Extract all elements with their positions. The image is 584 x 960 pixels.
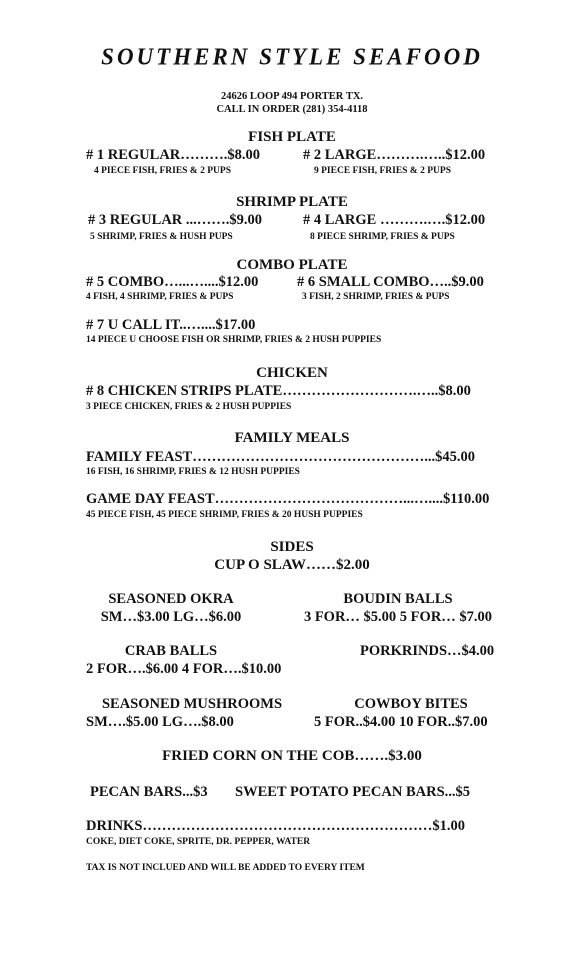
item-4: # 4 LARGE ……….….$12.00 [303,212,486,228]
item-6-desc: 3 FISH, 2 SHRIMP, FRIES & PUPS [302,292,450,302]
shrimp-plate-heading: SHRIMP PLATE [236,194,348,210]
sides-heading: SIDES [270,539,314,555]
family-feast: FAMILY FEAST…………………………………………...$45.00 [86,449,475,465]
boudin-balls-name: BOUDIN BALLS [343,591,453,607]
seasoned-okra-name: SEASONED OKRA [108,591,234,607]
item-2: # 2 LARGE……….…..$12.00 [303,147,486,163]
cowboy-bites-price: 5 FOR..$4.00 10 FOR..$7.00 [314,714,488,730]
game-day-feast: GAME DAY FEAST…………………………………...…....$110.00 [86,491,490,507]
cowboy-bites-name: COWBOY BITES [354,696,468,712]
drinks: DRINKS……………………………………………………$1.00 [86,818,466,834]
item-7-desc: 14 PIECE U CHOOSE FISH OR SHRIMP, FRIES & 2 HUSH PUPPIES [86,335,382,345]
address: 24626 LOOP 494 PORTER TX. [220,91,364,102]
fish-plate-heading: FISH PLATE [248,129,336,145]
chicken-heading: CHICKEN [256,365,328,381]
item-7: # 7 U CALL IT..…....$17.00 [86,317,256,333]
item-1-desc: 4 PIECE FISH, FRIES & 2 PUPS [94,166,231,176]
item-4-desc: 8 PIECE SHRIMP, FRIES & PUPS [310,232,455,242]
drinks-desc: COKE, DIET COKE, SPRITE, DR. PEPPER, WATER [86,837,311,847]
item-5-desc: 4 FISH, 4 SHRIMP, FRIES & PUPS [86,292,234,302]
crab-balls-name: CRAB BALLS [124,643,218,659]
fried-corn: FRIED CORN ON THE COB…….$3.00 [162,748,422,764]
sweet-potato-pecan-bars: SWEET POTATO PECAN BARS...$5 [235,784,471,800]
crab-balls-price: 2 FOR….$6.00 4 FOR….$10.00 [86,661,282,677]
game-day-feast-desc: 45 PIECE FISH, 45 PIECE SHRIMP, FRIES & 20 HUSH PUPPIES [86,510,363,520]
phone: CALL IN ORDER (281) 354-4118 [216,104,368,115]
family-meals-heading: FAMILY MEALS [234,430,350,446]
tax-note: TAX IS NOT INCLUED AND WILL BE ADDED TO EVERY ITEM [86,863,365,873]
item-8: # 8 CHICKEN STRIPS PLATE……………………….…..$8.00 [86,383,471,399]
boudin-balls-price: 3 FOR… $5.00 5 FOR… $7.00 [303,609,493,625]
item-6: # 6 SMALL COMBO…..$9.00 [297,274,484,290]
seasoned-okra-price: SM…$3.00 LG…$6.00 [100,609,242,625]
item-8-desc: 3 PIECE CHICKEN, FRIES & 2 HUSH PUPPIES [86,402,292,412]
pecan-bars: PECAN BARS...$3 [90,784,208,800]
cup-o-slaw: CUP O SLAW……$2.00 [214,557,370,573]
item-3: # 3 REGULAR ...…….$9.00 [88,212,263,228]
porkrinds: PORKRINDS…$4.00 [360,643,495,659]
seasoned-mushrooms-name: SEASONED MUSHROOMS [101,696,283,712]
item-2-desc: 9 PIECE FISH, FRIES & 2 PUPS [314,166,451,176]
item-5: # 5 COMBO…...…....$12.00 [86,274,259,290]
item-3-desc: 5 SHRIMP, FRIES & HUSH PUPS [90,232,233,242]
family-feast-desc: 16 FISH, 16 SHRIMP, FRIES & 12 HUSH PUPPIES [86,467,300,477]
restaurant-title: SOUTHERN STYLE SEAFOOD [101,43,483,70]
seasoned-mushrooms-price: SM….$5.00 LG….$8.00 [86,714,234,730]
combo-plate-heading: COMBO PLATE [236,257,348,273]
item-1: # 1 REGULAR……….$8.00 [86,147,261,163]
